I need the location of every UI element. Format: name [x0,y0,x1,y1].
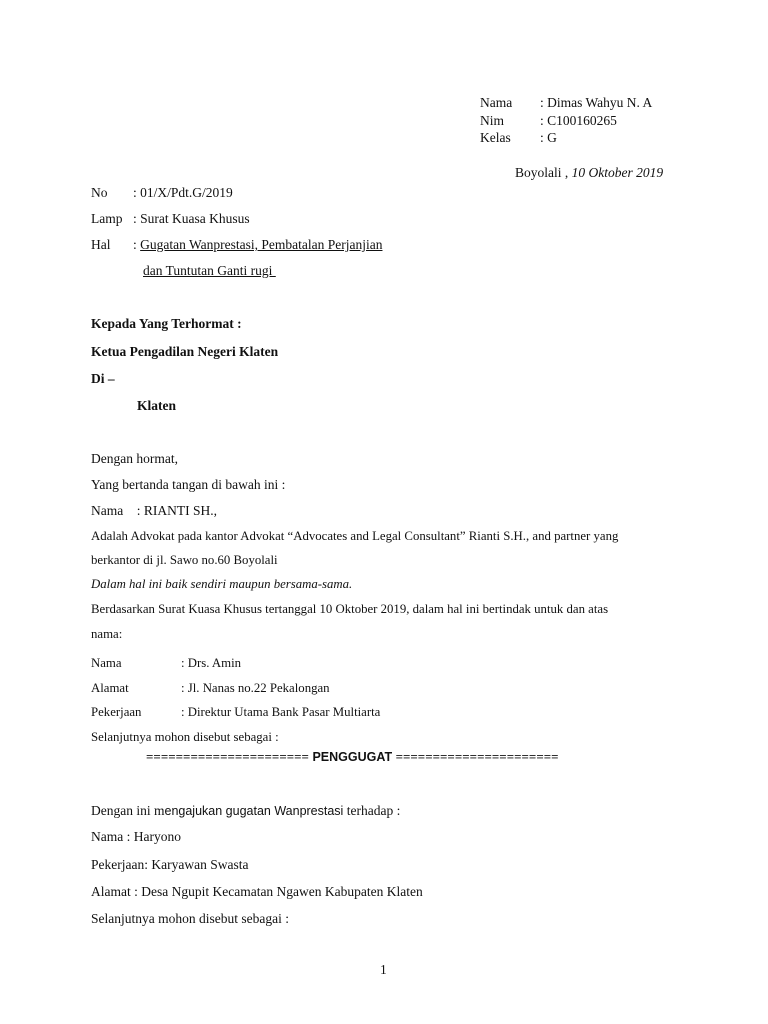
plaintiff-name-value: : Drs. Amin [181,656,242,670]
plaintiff-separator [146,749,559,765]
student-nim-row [480,112,652,130]
meta-lamp-value: : Surat Kuasa Khusus [133,211,250,226]
advocate-line1: Adalah Advokat pada kantor Advokat “Advocates and Legal Consultant” Rianti S.H., and partner yang [91,529,619,543]
page-number: 1 [380,962,387,977]
representation-note: Dalam hal ini baik sendiri maupun bersama-sama. [91,577,353,591]
addressee-line3: Di – [91,371,115,386]
separator-left: ====================== [146,749,309,764]
plaintiff-job-label: Pekerjaan [91,705,142,719]
meta-hal-subject-line1: Gugatan Wanprestasi, Pembatalan Perjanjian [140,237,383,252]
addressee-line2: Ketua Pengadilan Negeri Klaten [91,344,279,359]
meta-lamp-row [91,206,382,232]
letter-meta [91,180,382,284]
meta-hal-label: Hal [91,237,111,252]
meta-lamp-label: Lamp [91,211,123,226]
plaintiff-job-value: : Direktur Utama Bank Pasar Multiarta [181,705,381,719]
claim-line [91,803,400,819]
claim-type: Wanprestasi [274,804,344,818]
meta-no-value: : 01/X/Pdt.G/2019 [133,185,233,200]
defendant-address: Alamat : Desa Ngupit Kecamatan Ngawen Kabupaten Klaten [91,884,423,899]
student-info [480,94,652,147]
plaintiff-label: PENGGUGAT [308,750,396,764]
power-of-attorney-line2: nama: [91,627,123,641]
meta-hal-colon: : [133,237,141,252]
separator-right: ====================== [395,749,559,764]
plaintiff-address-value: : Jl. Nanas no.22 Pekalongan [181,680,330,695]
referred-as-plaintiff: Selanjutnya mohon disebut sebagai : [91,729,279,744]
signer-name: Nama : RIANTI SH., [91,503,217,518]
defendant-job: Pekerjaan: Karyawan Swasta [91,857,249,872]
plaintiff-job-row [91,700,380,725]
plaintiff-name-row [91,651,380,676]
meta-hal-row2 [91,258,382,284]
claim-part-b: engajukan gugatan [164,804,275,818]
meta-no-label: No [91,185,108,200]
power-of-attorney-line1: Berdasarkan Surat Kuasa Khusus tertanggal 10 Oktober 2019, dalam hal ini bertindak untuk dan atas [91,602,609,616]
claim-part-d: terhadap : [343,803,401,818]
addressee-city: Klaten [137,398,176,413]
letter-date [515,165,663,181]
claim-part-a: Dengan ini m [91,803,165,818]
signer-intro: Yang bertanda tangan di bawah ini : [91,477,286,492]
meta-hal-subject-line2: dan Tuntutan Ganti rugi [143,263,276,278]
meta-hal-row [91,232,382,258]
greeting: Dengan hormat, [91,451,178,466]
date-value: 10 Oktober 2019 [568,165,664,180]
defendant-name: Nama : Haryono [91,829,181,844]
addressee-line1: Kepada Yang Terhormat : [91,316,242,331]
student-name-value: : Dimas Wahyu N. A [540,95,653,110]
student-name-row [480,94,652,112]
date-place: Boyolali , [515,165,569,180]
meta-no-row [91,180,382,206]
student-name-label: Nama [480,95,513,110]
plaintiff-address-row [91,676,380,701]
plaintiff-address-label: Alamat [91,680,129,695]
student-nim-label: Nim [480,112,505,128]
student-class-value: : G [540,130,557,145]
student-class-label: Kelas [480,130,511,145]
student-nim-value: : C100160265 [540,112,617,128]
referred-as-defendant: Selanjutnya mohon disebut sebagai : [91,911,289,926]
advocate-line2: berkantor di jl. Sawo no.60 Boyolali [91,553,278,567]
student-class-row [480,129,652,147]
plaintiff-details [91,651,380,749]
plaintiff-name-label: Nama [91,656,122,670]
